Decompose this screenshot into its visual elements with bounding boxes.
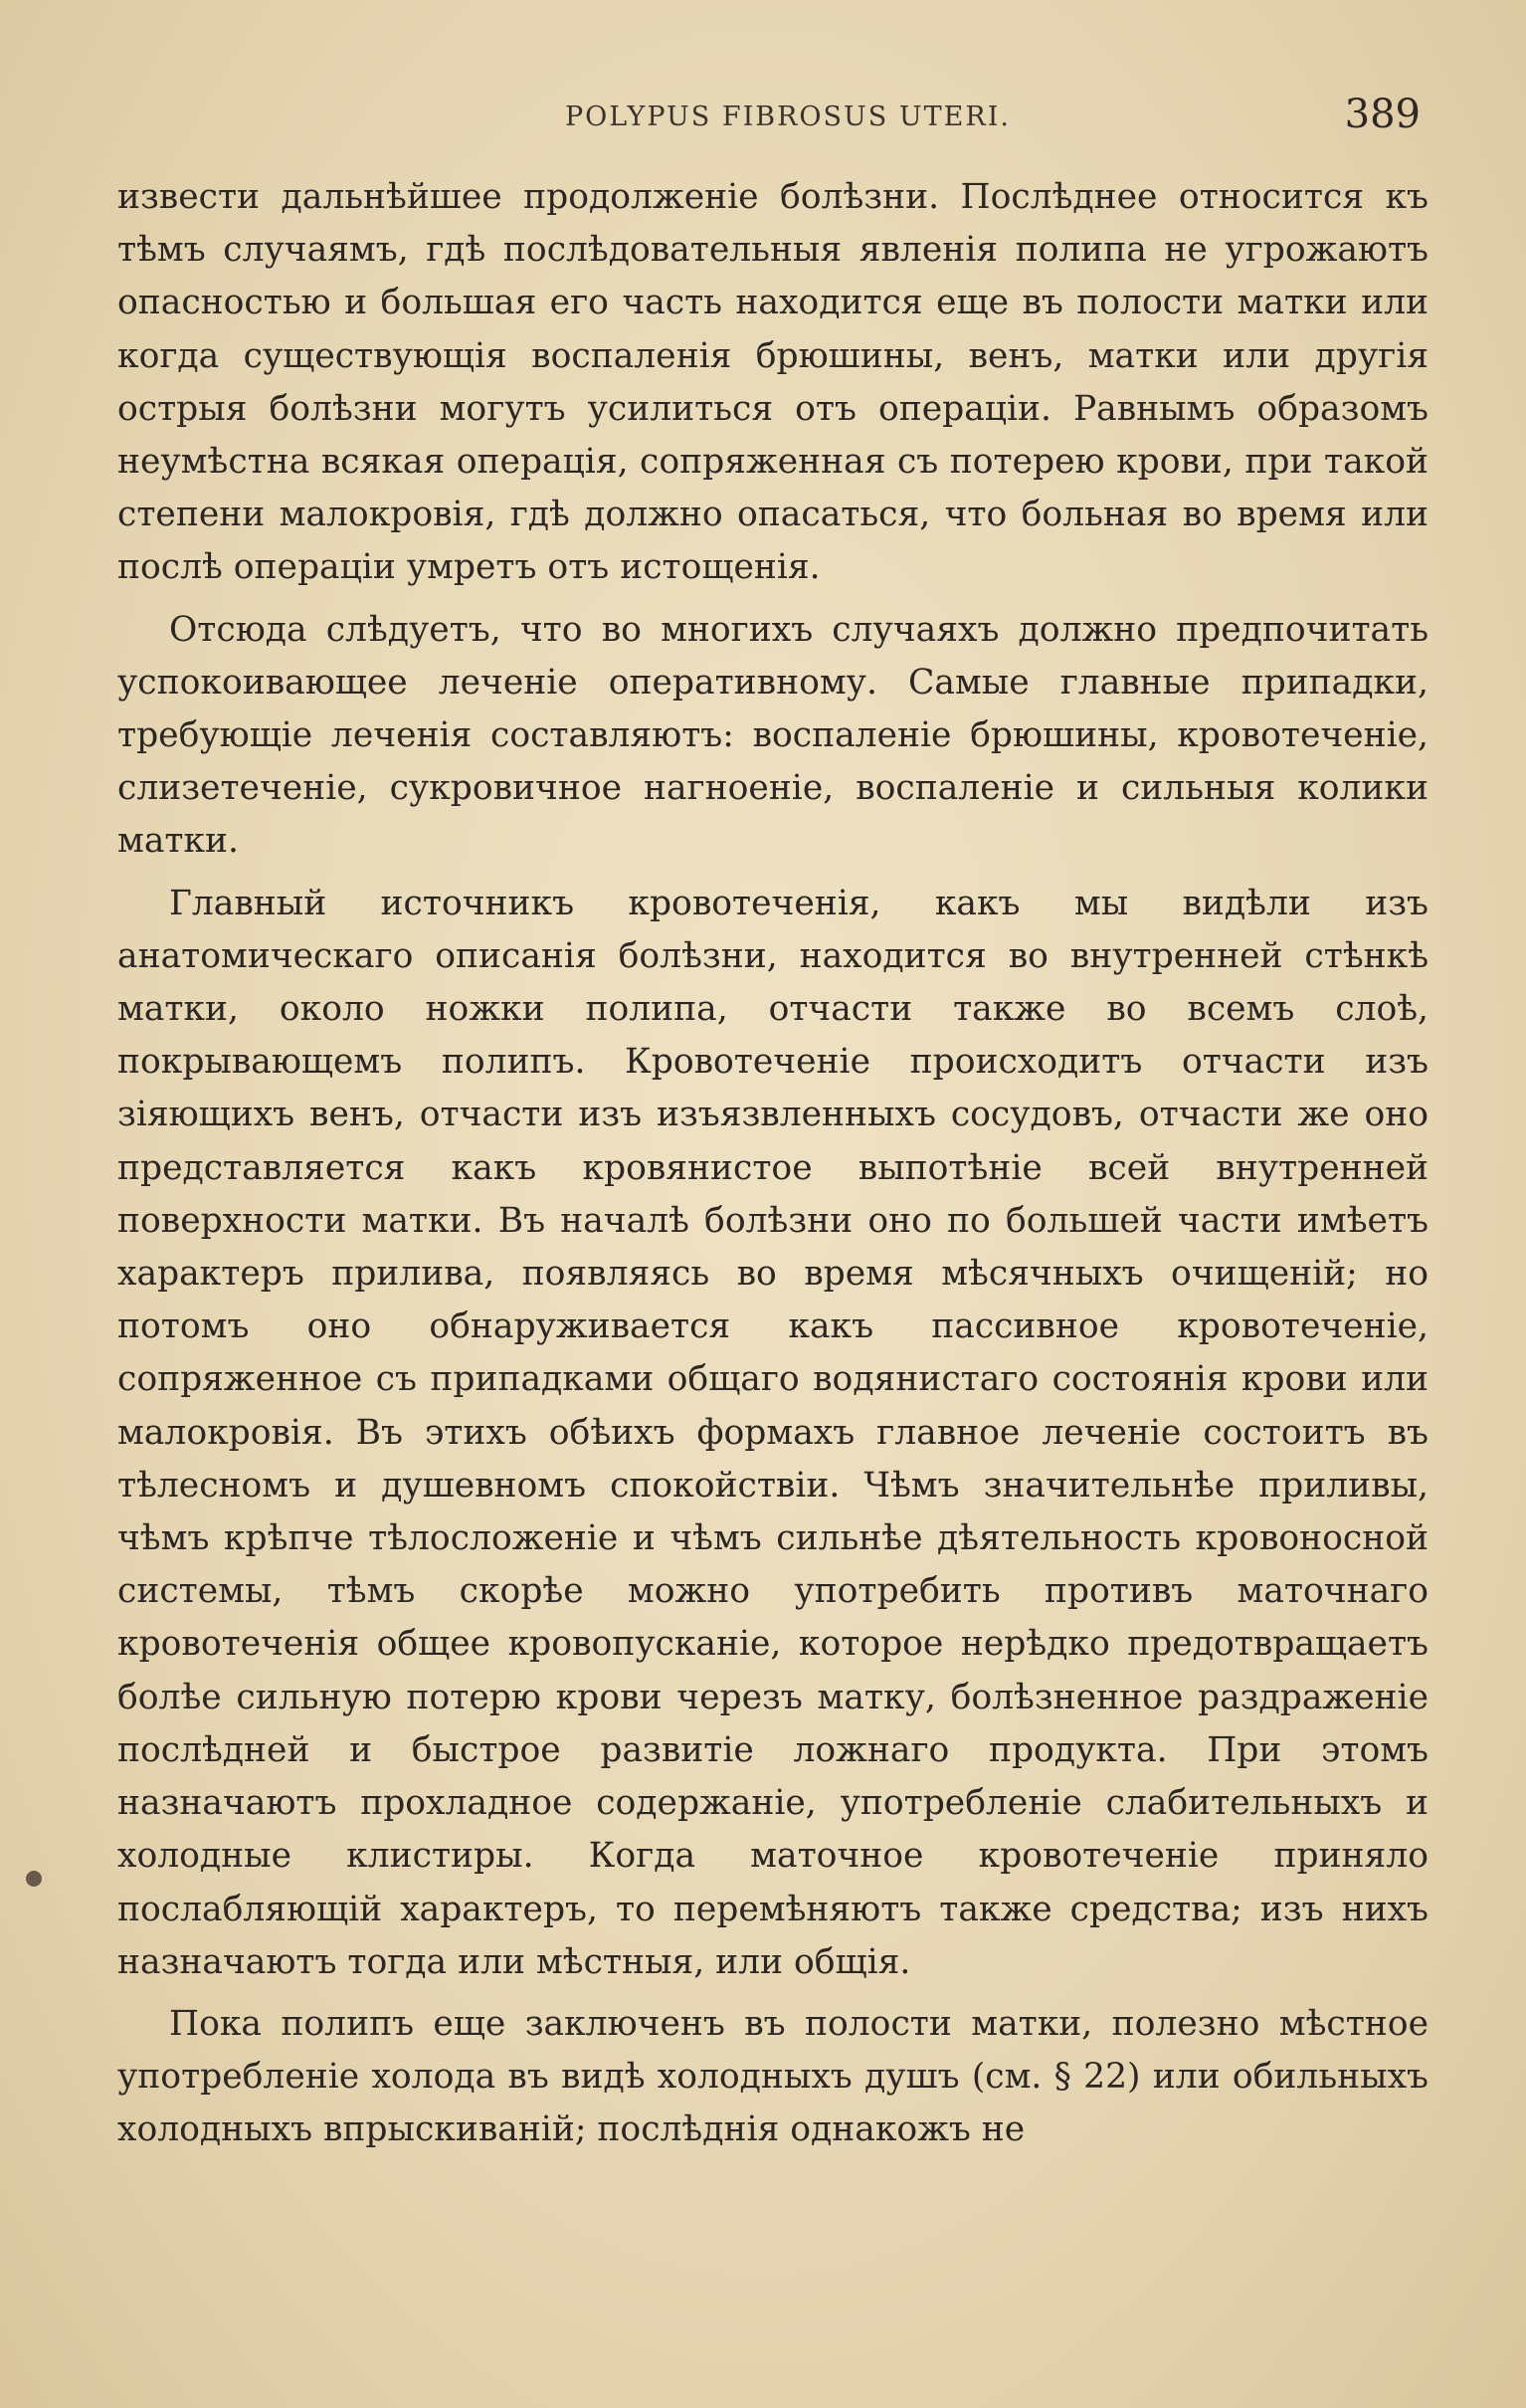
page-header <box>117 92 1431 151</box>
running-title: POLYPUS FIBROSUS UTERI. <box>565 101 1011 132</box>
body-text <box>117 171 1429 2166</box>
paragraph: Главный источникъ кровотеченія, какъ мы видѣли изъ анатомическаго описанія болѣзни, находится во внутренней стѣнкѣ матки, около ножки полипа, отчасти также во всемъ слоѣ, покрывающемъ полипъ. Кровотеченіе происходитъ отчасти изъ зіяющихъ венъ, отчасти изъ изъязвленныхъ сосудовъ, отчасти же оно представляется какъ кровянистое выпотѣніе всей внутренней поверхности матки. Въ началѣ болѣзни оно по большей части имѣетъ характеръ прилива, появляясь во время мѣсячныхъ очищеній; но потомъ оно обнаруживается какъ пассивное кровотеченіе, сопряженное съ припадками общаго водянистаго состоянія крови или малокровія. Въ этихъ обѣихъ формахъ главное леченіе состоитъ въ тѣлесномъ и душевномъ спокойствіи. Чѣмъ значительнѣе приливы, чѣмъ крѣпче тѣлосложеніе и чѣмъ сильнѣе дѣятельность кровоносной системы, тѣмъ скорѣе можно употребить противъ маточнаго кровотеченія общее кровопусканіе, которое нерѣдко предотвращаетъ болѣе сильную потерю крови черезъ матку, болѣзненное раздраженіе послѣдней и быстрое развитіе ложнаго продукта. При этомъ назначаютъ прохладное содержаніе, употребленіе слабительныхъ и холодные клистиры. Когда маточное кровотеченіе приняло послабляющій характеръ, то перемѣняютъ также средства; изъ нихъ назначаютъ тогда или мѣстныя, или общія. <box>117 883 1429 1982</box>
margin-ink-spot <box>26 1871 42 1887</box>
paragraph-continued: извести дальнѣйшее продолженіе болѣзни. Послѣднее относится къ тѣмъ случаямъ, гдѣ послѣдовательныя явленія полипа не угрожаютъ опасностью и большая его часть находится еще въ полости матки или когда существующія воспаленія брюшины, венъ, матки или другія острыя болѣзни могутъ усилиться отъ операціи. Равнымъ образомъ неумѣстна всякая операція, сопряженная съ потерею крови, при такой степени малокровія, гдѣ должно опасаться, что больная во время или послѣ операціи умретъ отъ истощенія. <box>117 177 1429 588</box>
paragraph: Отсюда слѣдуетъ, что во многихъ случаяхъ должно предпочитать успокоивающее леченіе оперативному. Самые главные припадки, требующіе леченія составляютъ: воспаленіе брюшины, кровотеченіе, слизетеченіе, сукровичное нагноеніе, воспаленіе и сильныя колики матки. <box>117 609 1429 862</box>
page-number: 389 <box>1344 92 1421 137</box>
paragraph: Пока полипъ еще заключенъ въ полости матки, полезно мѣстное употребленіе холода въ видѣ холодныхъ душъ (см. § 22) или обильныхъ холодныхъ впрыскиваній; послѣднія однакожъ не <box>117 2003 1429 2150</box>
